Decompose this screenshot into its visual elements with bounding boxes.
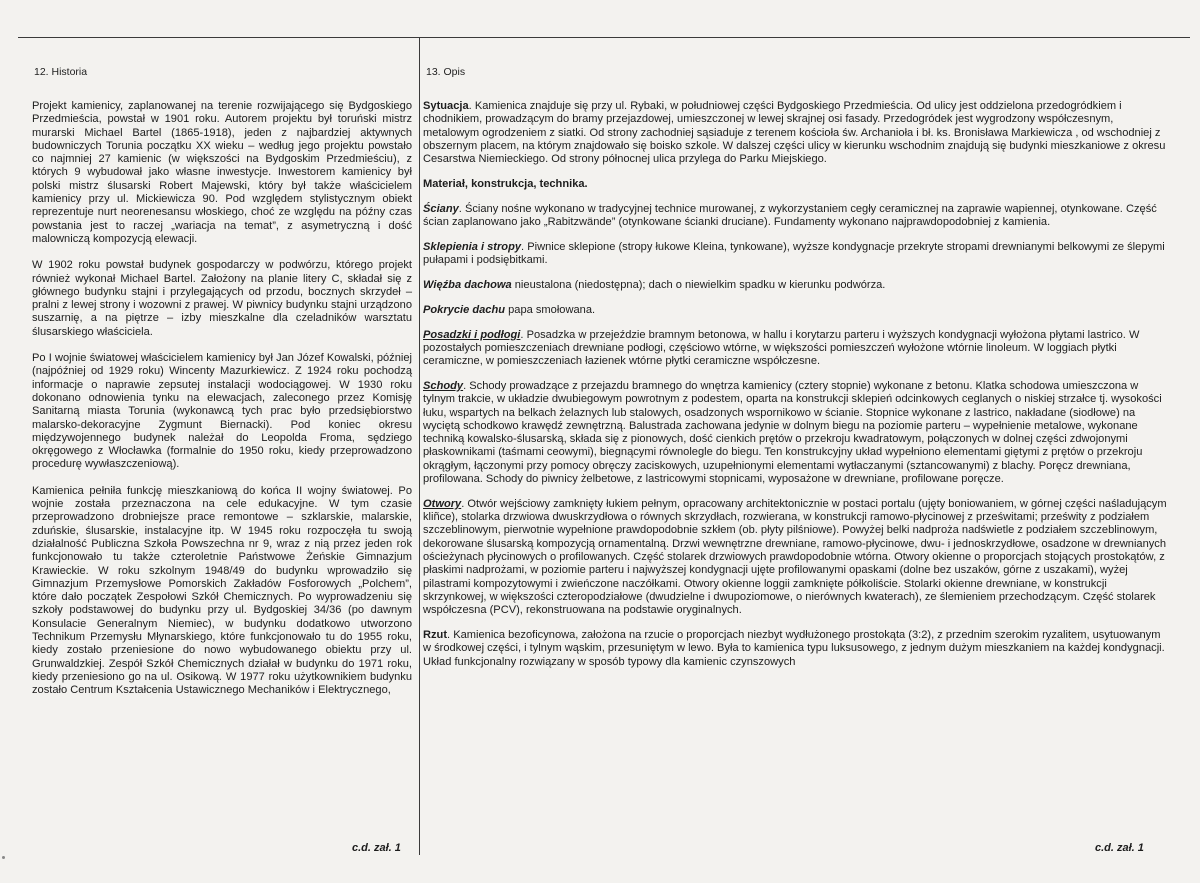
section-roofing [423, 304, 1168, 317]
section-stairs: Schody. Schody prowadzące z przejazdu bramnego do wnętrza kamienicy (cztery stopnie) wykonane z betonu. Klatka schodowa umieszczona w tylnym trakcie, w układzie dwubiegowym powrotnym z podestem, oparta na konstrukcji sklepień odcinkowych ceglanych o niskiej strzałce tj. wysokości łuku, wspartych na belkach żelaznych lub stalowych, osadzonych wspornikowo w ścianie. Stopnice wykonane z lastrico, nakładane (siodłowe) na wyciętą schodkowo krawędź zewnętrzną. Balustrada zachowana jedynie w dolnym biegu na poziomie parteru – wypełnienie metalowe, wykonane techniką kowalsko-ślusarską, składa się z pionowych, dość cienkich prętów o przekroju kwadratowym, połączonych w dolnej części zdwojonymi płaskownikami (taśmami ceowymi), biegnącymi równolegle do biegu. Ten konstrukcyjny układ wypełniono elementami giętymi z prętów o przekroju okrągłym, łączonymi przy pomocy obręczy zaciskowych, uzupełnionymi elementami wytłaczanymi (sztancowanymi) z blachy. Poręcz drewniana, profilowana. Schody do piwnicy żelbetowe, z lastricowymi stopnicami, wyposażone w drewniane, profilowane poręcze. [423, 379, 1162, 486]
section-text: papa smołowana. [508, 303, 596, 316]
section-text: Kamienica bezoficynowa, założona na rzucie o proporcjach niezbyt wydłużonego prostokąta (3:2), z przednim szerokim ryzalitem, usytuowanym w środkowej części, i tylnym wąskim, przesuniętym w lewo. Była to kamienica typu luksusowego, z jednym dużym mieszkaniem na każdej kondygnacji. Układ funkcjonalny rozwiązany w sposób typowy dla kamienic czynszowych [423, 629, 1165, 668]
column-divider [419, 37, 420, 855]
history-paragraph: W 1902 roku powstał budynek gospodarczy w podwórzu, którego projekt również wykonał Michael Bartel. Założony na planie litery C, składał się z głównego budynku stajni i przylegających od przodu, bocznych skrzydeł – pralni z lewej strony i wozowni z prawej. W piwnicy budynku stajni urządzono suszarnię, a na piętrze – izby mieszkalne dla czeladników warsztatu ślusarskiego właściciela. [32, 259, 412, 338]
section-label: Otwory [423, 497, 462, 510]
description-column [423, 100, 1168, 680]
section-text: nieustalona (niedostępna); dach o niewielkim spadku w kierunku podwórza. [514, 278, 886, 291]
history-column [32, 100, 412, 710]
section-label: Posadzki i podłogi [423, 328, 521, 341]
section-text: Piwnice sklepione (stropy łukowe Kleina, tynkowane), wyższe kondygnacje przekryte stropami drewnianymi belkowymi ze ślepymi pułapami i podsiębitkami. [423, 240, 1165, 267]
section-label: Sklepienia i stropy [423, 240, 522, 253]
section-text: Posadzka w przejeździe bramnym betonowa, w hallu i korytarzu parteru i wyższych kondygnacji wyłożona płytami lastrico. W pozostałych pomieszczeniach drewniane podłogi, częściowo wtórne, w większości pomieszczeń wyłożone wtórnie linoleum. W loggiach płytki ceramiczne, w pomieszczeniach łazienek wtórne płytki ceramiczne współczesne. [423, 328, 1140, 368]
history-paragraph: Kamienica pełniła funkcję mieszkaniową do końca II wojny światowej. Po wojnie została przeznaczona na cele edukacyjne. W tym czasie przeprowadzono drobniejsze prace remontowe – szklarskie, malarskie, zduńskie, ślusarskie, instalacyjne itp. W 1945 roku rozpoczęła tu swoją działalność Publiczna Szkoła Powszechna nr 9, wraz z nią przez jeden rok funkcjonowało tu także czteroletnie Państwowe Żeńskie Gimnazjum Krawieckie. W roku szkolnym 1948/49 do budynku wprowadziło się Gimnazjum Przemysłowe Pomorskich Zakładów Fosforowych „Polchem”, które dało początek Zespołowi Szkół Chemicznych. Po wyprowadzeniu się szkoły podstawowej do budynku przy ul. Bydgoskiej 34/36 (po dawnym Konsulacie Generalnym Niemiec), w budynku dodatkowo utworzono Technikum Przemysłu Młynarskiego, które funkcjonowało tu do 1955 roku, kiedy zostało przeniesione do nowo wybudowanego obiektu przy ul. Grunwaldzkiej. Zespół Szkół Chemicznych działał w budynku do 1971 roku, kiedy przeniesiono go na ul. Osikową. W 1977 roku użytkownikiem budynku zostało Centrum Kształcenia Ustawicznego Mechaników i Elektrycznego, [32, 484, 412, 697]
section-label: Sytuacja [423, 100, 469, 112]
description-continuation-note: c.d. zał. 1 [1095, 842, 1144, 854]
section-label: Ściany [423, 202, 459, 215]
history-continuation-note: c.d. zał. 1 [352, 842, 401, 854]
section-label: Schody [423, 379, 464, 392]
top-rule [18, 37, 1190, 38]
section-text: Otwór wejściowy zamknięty łukiem pełnym, opracowany architektonicznie w postaci portalu (ujęty boniowaniem, w górnej części naśladującym kliñce), stolarka drzwiowa dwuskrzydłowa o równych skrzydłach, rozwierana, w konstrukcji ramowo-płycinowej z prześwitami; prześwity z podziałem szczeblinowym, pierwotnie wypełnione prawdopodobnie szkłem (ob. płyty pilśniowe). Powyżej belki nadproża nadświetle z podziałem szczeblinowym, dekorowane ślusarską kompozycją ornamentalną. Drzwi wewnętrzne drewniane, ramowo-płycinowe, dwu- i jednoskrzydłowe, osadzone w drewnianych ościeżynach płycinowych o profilowanych. Część stolarek drzwiowych prawdopodobnie wtórna. Otwory okienne o proporcjach stojących prostokątów, z płaskimi nadprożami, w poziomie parteru i najwyższej kondygnacji ujęte profilowanymi opaskami (dolne bez uszaków, górne z uszakami), wyżej pilastrami kompozytowymi i zwieńczone naczółkami. Otwory okienne loggii zamknięte półkoliście. Stolarki okienne drewniane, w konstrukcji skrzynkowej, w większości czteropodziałowe (dwudzielne i dwupoziomowe, o nierównych kwaterach), ze ślemieniem przechodzącym. Część stolarek współczesna (PCV), rekonstruowana na podstawie oryginalnych. [423, 497, 1167, 617]
section-vaults: Sklepienia i stropy. Piwnice sklepione (stropy łukowe Kleina, tynkowane), wyższe kondygnacje przekryte stropami drewnianymi belkowymi ze ślepymi pułapami i podsiębitkami. [423, 240, 1165, 267]
scan-mark [2, 856, 5, 859]
history-paragraph: Projekt kamienicy, zaplanowanej na terenie rozwijającego się Bydgoskiego Przedmieścia, powstał w 1901 roku. Autorem projektu był toruński mistrz murarski Michael Bartel (1865-1918), jeden z najbardziej aktywnych budowniczych Torunia początku XX wieku – według jego projektu powstało co najmniej 27 kamienic (w większości na Bydgoskim Przedmieściu), z których 9 wybudował jako własne inwestycje. Inwestorem kamienicy był polski mistrz ślusarski Robert Majewski, który był także właścicielem kamienicy przy ul. Mickiewicza 90. Pod względem stylistycznym obiekt reprezentuje nurt neorenesansu włoskiego, choć ze względu na późny czas powstania jest to raczej „wariacja na temat”, z asymetryczną i dość malowniczą kompozycją elewacji. [32, 100, 412, 245]
section-label: Więźba dachowa [423, 278, 512, 291]
section-floors: Posadzki i podłogi. Posadzka w przejeździe bramnym betonowa, w hallu i korytarzu parteru i wyższych kondygnacji wyłożona płytami lastrico. W pozostałych pomieszczeniach drewniane podłogi, częściowo wtórne, w większości pomieszczeń wyłożone wtórnie linoleum. W loggiach płytki ceramiczne, w pomieszczeniach łazienek wtórne płytki ceramiczne współczesne. [423, 328, 1140, 368]
section-plan: Rzut. Kamienica bezoficynowa, założona na rzucie o proporcjach niezbyt wydłużonego prostokąta (3:2), z przednim szerokim ryzalitem, usytuowanym w środkowej części, i tylnym wąskim, przesuniętym w lewo. Była to kamienica typu luksusowego, z jednym dużym mieszkaniem na każdej kondygnacji. Układ funkcjonalny rozwiązany w sposób typowy dla kamienic czynszowych [423, 629, 1165, 668]
section-openings: Otwory. Otwór wejściowy zamknięty łukiem pełnym, opracowany architektonicznie w postaci portalu (ujęty boniowaniem, w górnej części naśladującym kliñce), stolarka drzwiowa dwuskrzydłowa o równych skrzydłach, rozwierana, w konstrukcji ramowo-płycinowej z prześwitami; prześwity z podziałem szczeblinowym, pierwotnie wypełnione prawdopodobnie szkłem (ob. płyty pilśniowe). Powyżej belki nadproża nadświetle z podziałem szczeblinowym, dekorowane ślusarską kompozycją ornamentalną. Drzwi wewnętrzne drewniane, ramowo-płycinowe, dwu- i jednoskrzydłowe, osadzone w drewnianych ościeżynach płycinowych o profilowanych. Część stolarek drzwiowych prawdopodobnie wtórna. Otwory okienne o proporcjach stojących prostokątów, z płaskimi nadprożami, w poziomie parteru i najwyższej kondygnacji ujęte profilowanymi opaskami (dolne bez uszaków, górne z uszakami), wyżej pilastrami kompozytowymi i zwieńczone naczółkami. Otwory okienne loggii zamknięte półkoliście. Stolarki okienne drewniane, w konstrukcji skrzynkowej, w większości czteropodziałowe (dwudzielne i dwupoziomowe, o nierównych kwaterach), ze ślemieniem przechodzącym. Część stolarek współczesna (PCV), rekonstruowana na podstawie oryginalnych. [423, 497, 1167, 617]
section-label: Pokrycie dachu [423, 303, 506, 316]
section-walls: Ściany. Ściany nośne wykonano w tradycyjnej technice murowanej, z wykorzystaniem cegły ceramicznej na zaprawie wapiennej, otynkowane. Część ścian zaplanowano jako „Rabitzwände” (otynkowane ścianki druciane). Fundamenty wykonano najprawdopodobniej z kamienia. [423, 202, 1157, 229]
description-heading: 13. Opis [426, 66, 466, 78]
history-heading: 12. Historia [34, 66, 88, 78]
section-material [423, 178, 1168, 191]
history-paragraph: Po I wojnie światowej właścicielem kamienicy był Jan Józef Kowalski, później (najpóźniej od 1929 roku) Wincenty Mazurkiewicz. Z 1924 roku pochodzą informacje o naprawie zepsutej instalacji wodociągowej. W 1930 roku dokonano odnowienia tynku na elewacjach, zaleconego przez Komisję Sanitarną miasta Torunia (wykonawcą tych prac było przedsiębiorstwo malarsko-dekoracyjne Zygmunt Biernacki). Pod koniec okresu międzywojennego budynek należał do Leopolda Froma, sędziego okręgowego z Włocławka (formalnie do 1950 roku, kiedy przeprowadzono procedurę wywłaszczeniową). [32, 352, 412, 471]
section-situation: Sytuacja. Kamienica znajduje się przy ul. Rybaki, w południowej części Bydgoskiego Przedmieścia. Od ulicy jest oddzielona przedogródkiem i chodnikiem, prowadzącym do bramy przejazdowej, umieszczonej w lewej skrajnej osi fasady. Przedogródek jest wygrodzony współczesnym, metalowym ogrodzeniem z siatki. Od strony zachodniej sąsiaduje z terenem kościoła św. Archanioła i bł. ks. Bronisława Markiewicza , od wschodniej z obszernym placem, na którym znajdowało się boisko szkole. W dalszej części ulicy w kierunku wschodnim znajdują się budynki mieszkaniowe z okresu Cesarstwa Niemieckiego. Od strony północnej ulica przylega do Parku Miejskiego. [423, 100, 1166, 166]
section-text: Ściany nośne wykonano w tradycyjnej technice murowanej, z wykorzystaniem cegły ceramicznej na zaprawie wapiennej, otynkowane. Część ścian zaplanowano jako „Rabitzwände” (otynkowane ścianki druciane). Fundamenty wykonano najprawdopodobniej z kamienia. [423, 202, 1157, 229]
section-label: Rzut [423, 629, 448, 641]
section-text: Kamienica znajduje się przy ul. Rybaki, w południowej części Bydgoskiego Przedmieścia. Od ulicy jest oddzielona przedogródkiem i chodnikiem, prowadzącym do bramy przejazdowej, umieszczonej w lewej skrajnej osi fasady. Przedogródek jest wygrodzony współczesnym, metalowym ogrodzeniem z siatki. Od strony zachodniej sąsiaduje z terenem kościoła św. Archanioła i bł. ks. Bronisława Markiewicza , od wschodniej z obszernym placem, na którym znajdowało się boisko szkole. W dalszej części ulicy w kierunku wschodnim znajdują się budynki mieszkaniowe z okresu Cesarstwa Niemieckiego. Od strony północnej ulica przylega do Parku Miejskiego. [423, 100, 1166, 166]
section-roof-truss [423, 279, 1168, 292]
section-text: Schody prowadzące z przejazdu bramnego do wnętrza kamienicy (cztery stopnie) wykonane z betonu. Klatka schodowa umieszczona w tylnym trakcie, w układzie dwubiegowym powrotnym z podestem, oparta na konstrukcji sklepień odcinkowych ceglanych o niskiej strzałce tj. wysokości łuku, wspartych na belkach żelaznych lub stalowych, osadzonych wspornikowo w ścianie. Stopnice wykonane z lastrico, nakładane (siodłowe) na wyciętą schodkowo krawędź zewnętrzną. Balustrada zachowana jedynie w dolnym biegu na poziomie parteru – wypełnienie metalowe, wykonane techniką kowalsko-ślusarską, składa się z pionowych, dość cienkich prętów o przekroju kwadratowym, połączonych w dolnej części zdwojonymi płaskownikami (taśmami ceowymi), biegnącymi równolegle do biegu. Ten konstrukcyjny układ wypełniono elementami giętymi z prętów o przekroju okrągłym, łączonymi przy pomocy obręczy zaciskowych, uzupełnionymi elementami wytłaczanymi (sztancowanymi) z blachy. Poręcz drewniana, profilowana. Schody do piwnicy żelbetowe, z lastricowymi stopnicami, wyposażone w drewniane, profilowane poręcze. [423, 379, 1162, 486]
section-label: Materiał, konstrukcja, technika. [423, 177, 588, 190]
